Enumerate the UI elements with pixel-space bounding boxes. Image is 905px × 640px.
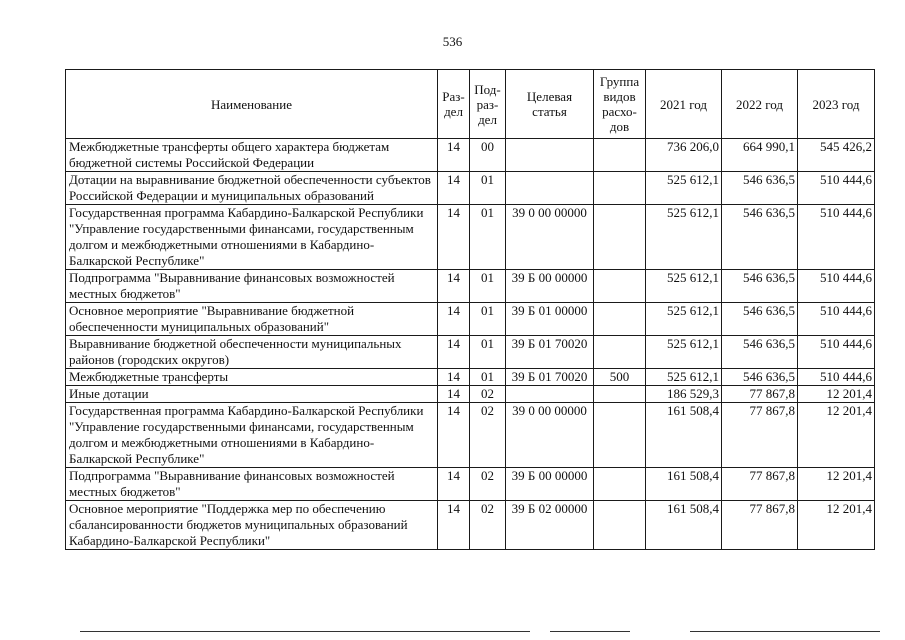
cell-name: Государственная программа Кабардино-Балкарской Республики "Управление государственными финансами, государственным долгом и межбюджетными отношениями в Кабардино-Балкарской Республике" bbox=[66, 205, 438, 270]
cell-name: Основное мероприятие "Поддержка мер по обеспечению сбалансированности бюджетов муниципальных образований Кабардино-Балкарской Республики" bbox=[66, 501, 438, 550]
header-2021: 2021 год bbox=[646, 70, 722, 139]
cell-2023: 510 444,6 bbox=[798, 270, 875, 303]
cell-expense-group bbox=[594, 303, 646, 336]
header-2022: 2022 год bbox=[722, 70, 798, 139]
cell-target: 39 0 00 00000 bbox=[506, 205, 594, 270]
cell-expense-group bbox=[594, 468, 646, 501]
cell-subsection: 01 bbox=[470, 303, 506, 336]
header-name: Наименование bbox=[66, 70, 438, 139]
cell-name: Основное мероприятие "Выравнивание бюджетной обеспеченности муниципальных образований" bbox=[66, 303, 438, 336]
cell-subsection: 02 bbox=[470, 386, 506, 403]
cell-section: 14 bbox=[438, 172, 470, 205]
cell-2023: 545 426,2 bbox=[798, 139, 875, 172]
cell-2022: 546 636,5 bbox=[722, 205, 798, 270]
cell-name: Межбюджетные трансферты общего характера бюджетам бюджетной системы Российской Федерации bbox=[66, 139, 438, 172]
cell-target: 39 Б 01 70020 bbox=[506, 369, 594, 386]
cell-2023: 510 444,6 bbox=[798, 303, 875, 336]
cell-2022: 77 867,8 bbox=[722, 468, 798, 501]
cell-2023: 510 444,6 bbox=[798, 369, 875, 386]
table-row bbox=[66, 172, 875, 205]
cell-2021: 161 508,4 bbox=[646, 501, 722, 550]
cell-name: Иные дотации bbox=[66, 386, 438, 403]
cell-2021: 186 529,3 bbox=[646, 386, 722, 403]
header-target: Целевая статья bbox=[506, 70, 594, 139]
cell-name: Дотации на выравнивание бюджетной обеспеченности субъектов Российской Федерации и муниципальных образований bbox=[66, 172, 438, 205]
cell-2021: 525 612,1 bbox=[646, 205, 722, 270]
cell-2022: 546 636,5 bbox=[722, 369, 798, 386]
table-row bbox=[66, 403, 875, 468]
cell-section: 14 bbox=[438, 403, 470, 468]
table-row bbox=[66, 270, 875, 303]
footer-rule bbox=[80, 631, 880, 635]
cell-target bbox=[506, 386, 594, 403]
header-2023: 2023 год bbox=[798, 70, 875, 139]
cell-expense-group bbox=[594, 172, 646, 205]
cell-expense-group bbox=[594, 139, 646, 172]
cell-subsection: 00 bbox=[470, 139, 506, 172]
table-row bbox=[66, 139, 875, 172]
cell-2022: 77 867,8 bbox=[722, 386, 798, 403]
cell-2022: 546 636,5 bbox=[722, 303, 798, 336]
cell-2021: 525 612,1 bbox=[646, 172, 722, 205]
cell-2021: 525 612,1 bbox=[646, 369, 722, 386]
budget-table bbox=[65, 69, 875, 550]
header-section: Раз- дел bbox=[438, 70, 470, 139]
cell-2023: 12 201,4 bbox=[798, 501, 875, 550]
cell-target: 39 Б 01 00000 bbox=[506, 303, 594, 336]
cell-subsection: 01 bbox=[470, 172, 506, 205]
cell-2023: 510 444,6 bbox=[798, 172, 875, 205]
cell-2023: 510 444,6 bbox=[798, 336, 875, 369]
table-row bbox=[66, 369, 875, 386]
cell-2022: 77 867,8 bbox=[722, 501, 798, 550]
cell-subsection: 02 bbox=[470, 403, 506, 468]
cell-subsection: 01 bbox=[470, 270, 506, 303]
cell-2022: 546 636,5 bbox=[722, 336, 798, 369]
cell-name: Выравнивание бюджетной обеспеченности муниципальных районов (городских округов) bbox=[66, 336, 438, 369]
cell-section: 14 bbox=[438, 205, 470, 270]
cell-target: 39 Б 01 70020 bbox=[506, 336, 594, 369]
cell-subsection: 01 bbox=[470, 369, 506, 386]
cell-expense-group bbox=[594, 386, 646, 403]
cell-2021: 525 612,1 bbox=[646, 303, 722, 336]
footer-line-segment bbox=[690, 631, 880, 632]
cell-2021: 161 508,4 bbox=[646, 403, 722, 468]
cell-section: 14 bbox=[438, 336, 470, 369]
cell-2021: 525 612,1 bbox=[646, 270, 722, 303]
cell-section: 14 bbox=[438, 386, 470, 403]
cell-2023: 510 444,6 bbox=[798, 205, 875, 270]
cell-target: 39 Б 02 00000 bbox=[506, 501, 594, 550]
cell-section: 14 bbox=[438, 303, 470, 336]
header-subsection: Под- раз- дел bbox=[470, 70, 506, 139]
cell-section: 14 bbox=[438, 270, 470, 303]
cell-target: 39 Б 00 00000 bbox=[506, 468, 594, 501]
cell-expense-group bbox=[594, 270, 646, 303]
cell-name: Межбюджетные трансферты bbox=[66, 369, 438, 386]
table-row bbox=[66, 386, 875, 403]
page-number: 536 bbox=[442, 34, 463, 49]
cell-2022: 664 990,1 bbox=[722, 139, 798, 172]
cell-2022: 77 867,8 bbox=[722, 403, 798, 468]
cell-target: 39 0 00 00000 bbox=[506, 403, 594, 468]
cell-section: 14 bbox=[438, 369, 470, 386]
cell-section: 14 bbox=[438, 501, 470, 550]
footer-line-segment bbox=[550, 631, 630, 632]
cell-subsection: 02 bbox=[470, 501, 506, 550]
cell-expense-group bbox=[594, 205, 646, 270]
cell-expense-group bbox=[594, 501, 646, 550]
cell-expense-group bbox=[594, 336, 646, 369]
cell-target bbox=[506, 172, 594, 205]
cell-2023: 12 201,4 bbox=[798, 468, 875, 501]
cell-2023: 12 201,4 bbox=[798, 403, 875, 468]
table-body bbox=[66, 139, 875, 550]
table-row bbox=[66, 205, 875, 270]
table-header-row bbox=[66, 70, 875, 139]
cell-expense-group bbox=[594, 403, 646, 468]
cell-expense-group: 500 bbox=[594, 369, 646, 386]
header-expense-group: Группа видов расхо- дов bbox=[594, 70, 646, 139]
cell-target bbox=[506, 139, 594, 172]
cell-subsection: 01 bbox=[470, 336, 506, 369]
cell-section: 14 bbox=[438, 468, 470, 501]
table-row bbox=[66, 501, 875, 550]
cell-2021: 525 612,1 bbox=[646, 336, 722, 369]
cell-2023: 12 201,4 bbox=[798, 386, 875, 403]
cell-name: Подпрограмма "Выравнивание финансовых возможностей местных бюджетов" bbox=[66, 468, 438, 501]
footer-line-segment bbox=[80, 631, 530, 632]
table-row bbox=[66, 468, 875, 501]
cell-name: Подпрограмма "Выравнивание финансовых возможностей местных бюджетов" bbox=[66, 270, 438, 303]
cell-2022: 546 636,5 bbox=[722, 270, 798, 303]
cell-name: Государственная программа Кабардино-Балкарской Республики "Управление государственными финансами, государственным долгом и межбюджетными отношениями в Кабардино-Балкарской Республике" bbox=[66, 403, 438, 468]
cell-2021: 736 206,0 bbox=[646, 139, 722, 172]
cell-2021: 161 508,4 bbox=[646, 468, 722, 501]
cell-2022: 546 636,5 bbox=[722, 172, 798, 205]
cell-section: 14 bbox=[438, 139, 470, 172]
table-row bbox=[66, 303, 875, 336]
cell-target: 39 Б 00 00000 bbox=[506, 270, 594, 303]
cell-subsection: 01 bbox=[470, 205, 506, 270]
table-row bbox=[66, 336, 875, 369]
cell-subsection: 02 bbox=[470, 468, 506, 501]
